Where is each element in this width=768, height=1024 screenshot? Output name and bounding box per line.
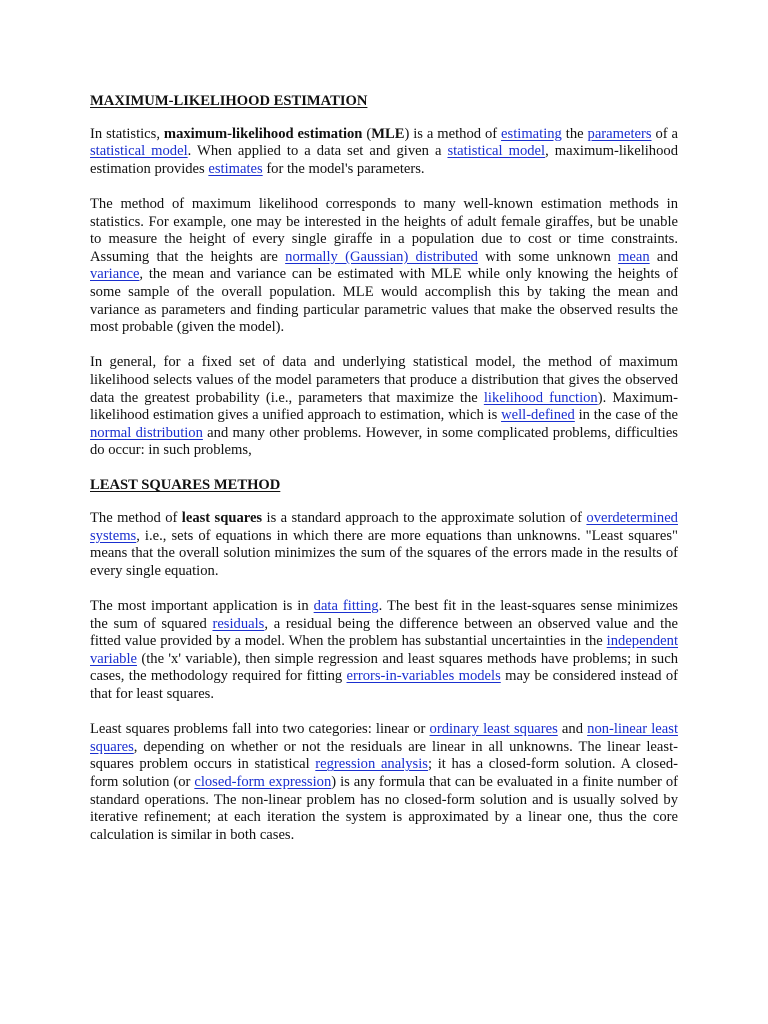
link-closed-form-expression[interactable]: closed-form expression bbox=[194, 773, 332, 790]
link-non-linear-least-squares[interactable]: non-linear least squares bbox=[90, 721, 678, 755]
section-heading-mle: MAXIMUM-LIKELIHOOD ESTIMATION bbox=[90, 93, 368, 109]
link-parameters[interactable]: parameters bbox=[587, 125, 652, 142]
link-independent-variable[interactable]: independent variable bbox=[90, 633, 678, 667]
link-errors-in-variables-models[interactable]: errors-in-variables models bbox=[346, 668, 501, 685]
paragraph-mle-general: In general, for a fixed set of data and underlying statistical model, the method of maximum likelihood selects values of the model parameters that produce a distribution that gives the observed data the greatest probability (i.e., parameters that maximize the likelihood function). Maximum-likelihood estimation gives a unified approach to estimation, which is well-defined in the case of the normal distribution and many other problems. However, in some complicated problems, difficulties do occur: in such problems, bbox=[90, 354, 678, 459]
link-estimating[interactable]: estimating bbox=[501, 125, 562, 142]
paragraph-lsm-categories: Least squares problems fall into two categories: linear or ordinary least squares and non-linear least squares, depending on whether or not the residuals are linear in all unknowns. The linear least-squares problem occurs in statistical regression analysis; it has a closed-form solution. A closed-form solution (or closed-form expression) is any formula that can be evaluated in a finite number of standard operations. The non-linear problem has no closed-form solution and is usually solved by iterative refinement; at each iteration the system is approximated by a linear one, thus the core calculation is similar in both cases. bbox=[90, 721, 678, 843]
link-residuals[interactable]: residuals bbox=[212, 615, 265, 632]
link-ordinary-least-squares[interactable]: ordinary least squares bbox=[429, 721, 558, 738]
link-variance[interactable]: variance bbox=[90, 266, 140, 283]
link-normal-distribution[interactable]: normal distribution bbox=[90, 424, 203, 441]
section-heading-least-squares: LEAST SQUARES METHOD bbox=[90, 477, 281, 494]
link-normally-distributed[interactable]: normally (Gaussian) distributed bbox=[285, 248, 478, 265]
link-data-fitting[interactable]: data fitting bbox=[313, 598, 379, 615]
link-mean[interactable]: mean bbox=[618, 248, 650, 265]
link-regression-analysis[interactable]: regression analysis bbox=[315, 756, 428, 773]
paragraph-mle-intro: In statistics, maximum-likelihood estimation (MLE) is a method of estimating the parameters of a statistical model. When applied to a data set and given a statistical model, maximum-likelihood estimation provides estimates for the model's parameters. bbox=[90, 125, 679, 177]
link-estimates[interactable]: estimates bbox=[208, 160, 263, 177]
link-statistical-model[interactable]: statistical model bbox=[90, 143, 188, 160]
link-overdetermined-systems[interactable]: overdetermined systems bbox=[90, 510, 678, 544]
paragraph-lsm-data-fitting: The most important application is in data fitting. The best fit in the least-squares sense minimizes the sum of squared residuals, a residual being the difference between an observed value and the fitted value provided by a model. When the problem has substantial uncertainties in the independent variable (the 'x' variable), then simple regression and least squares methods have problems; in such cases, the methodology required for fitting errors-in-variables models may be considered instead of that for least squares. bbox=[90, 598, 678, 702]
link-likelihood-function[interactable]: likelihood function bbox=[483, 389, 598, 406]
link-well-defined[interactable]: well-defined bbox=[501, 407, 575, 424]
paragraph-mle-giraffes: The method of maximum likelihood corresponds to many well-known estimation methods in statistics. For example, one may be interested in the heights of adult female giraffes, but be unable to measure the height of every single giraffe in a population due to cost or time constraints. Assuming that the heights are normally (Gaussian) distributed with some unknown mean and variance, the mean and variance can be estimated with MLE while only knowing the heights of some sample of the overall population. MLE would accomplish this by taking the mean and variance as parameters and finding particular parametric values that make the observed results the most probable (given the model). bbox=[90, 195, 678, 336]
link-statistical-model-2[interactable]: statistical model bbox=[447, 143, 546, 160]
paragraph-lsm-intro: The method of least squares is a standard approach to the approximate solution of overdetermined systems, i.e., sets of equations in which there are more equations than unknowns. "Least squares" means that the overall solution minimizes the sum of the squares of the errors made in the results of every single equation. bbox=[90, 510, 678, 579]
